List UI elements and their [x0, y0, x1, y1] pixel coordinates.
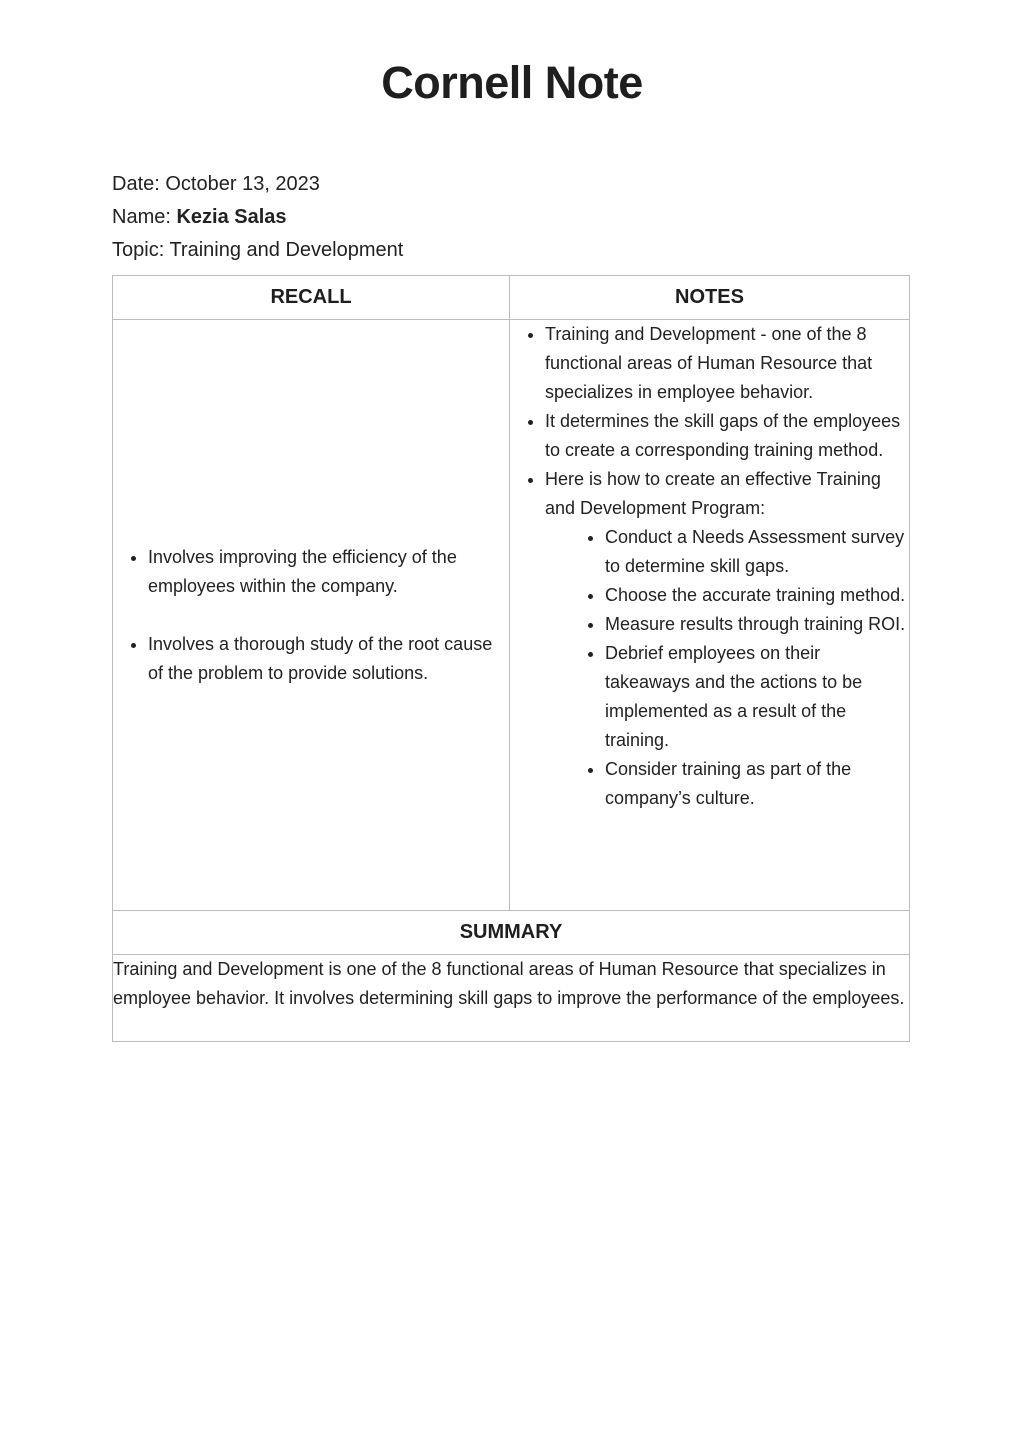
- name-label: Name:: [112, 206, 171, 228]
- notes-item: • It determines the skill gaps of the employees to create a corresponding training method.: [545, 407, 909, 465]
- topic-value: Training and Development: [169, 239, 404, 261]
- recall-header: RECALL: [113, 276, 510, 320]
- notes-item: • Training and Development - one of the 8 functional areas of Human Resource that specializes in employee behavior.: [545, 320, 909, 407]
- summary-header-row: [113, 911, 910, 955]
- notes-list: [510, 320, 909, 813]
- topic-label: Topic:: [112, 239, 165, 261]
- notes-subitem: • Debrief employees on their takeaways and the actions to be implemented as a result of the training.: [605, 639, 909, 755]
- summary-header: SUMMARY: [113, 911, 910, 955]
- date-label: Date:: [112, 173, 160, 195]
- name-value: Kezia Salas: [176, 206, 287, 228]
- cornell-note-table: [112, 275, 910, 1042]
- note-meta: [112, 168, 403, 267]
- page-title: Cornell Note: [381, 57, 643, 108]
- notes-subitem: • Conduct a Needs Assessment survey to determine skill gaps.: [605, 523, 909, 581]
- notes-subitem: • Consider training as part of the company’s culture.: [605, 755, 909, 813]
- notes-item-program: [545, 465, 909, 813]
- table-body-row: [113, 320, 910, 911]
- summary-text: Training and Development is one of the 8 functional areas of Human Resource that specializes in employee behavior. It involves determining skill gaps to improve the performance of the employees.: [113, 955, 910, 1042]
- notes-cell: [510, 320, 910, 911]
- notes-subitem: • Measure results through training ROI.: [605, 610, 909, 639]
- table-header-row: [113, 276, 910, 320]
- notes-item-label: Here is how to create an effective Training and Development Program:: [545, 469, 881, 518]
- recall-item: • Involves a thorough study of the root cause of the problem to provide solutions.: [148, 630, 509, 688]
- notes-subitem: • Choose the accurate training method.: [605, 581, 909, 610]
- recall-cell: [113, 320, 510, 911]
- name-line: [112, 201, 403, 234]
- date-value: October 13, 2023: [165, 173, 320, 195]
- notes-sublist: [545, 523, 909, 813]
- summary-body-row: [113, 955, 910, 1042]
- recall-list: [113, 543, 509, 688]
- topic-line: [112, 234, 403, 267]
- recall-item: • Involves improving the efficiency of the employees within the company.: [148, 543, 509, 601]
- date-line: [112, 168, 403, 201]
- notes-header: NOTES: [510, 276, 910, 320]
